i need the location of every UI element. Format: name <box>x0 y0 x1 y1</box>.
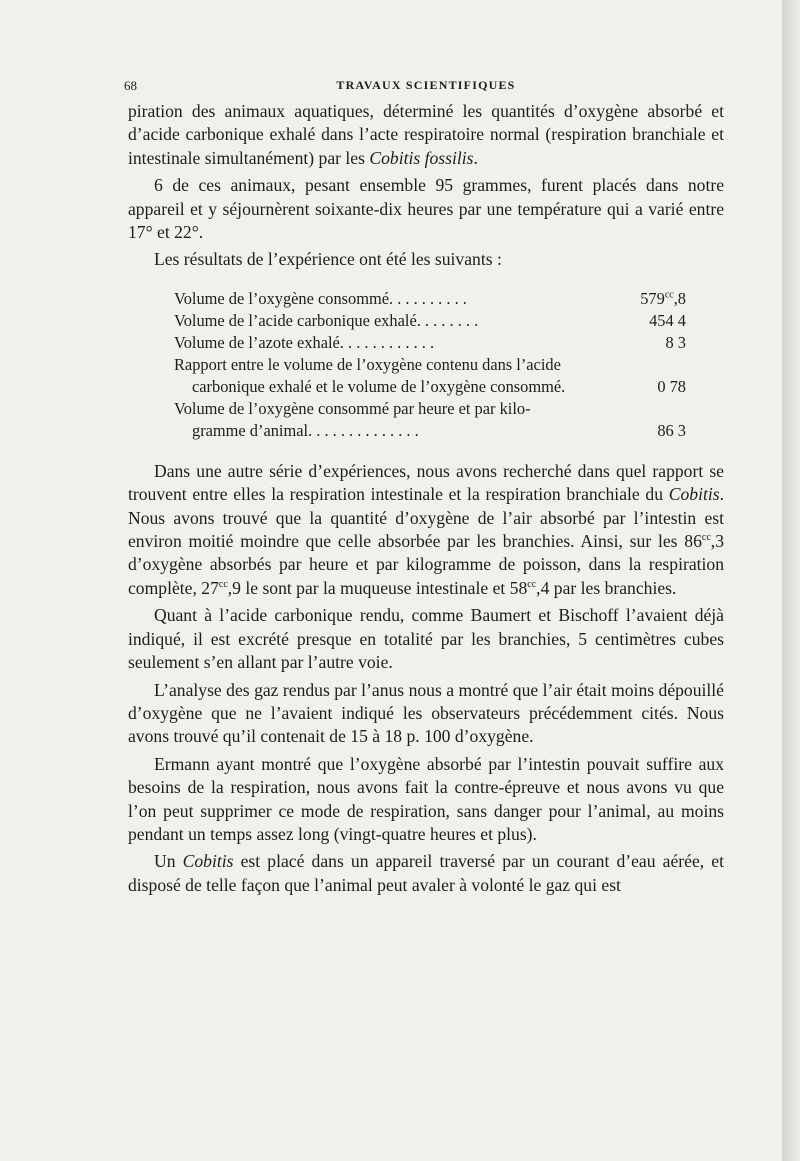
paragraph: Ermann ayant montré que l’oxygène absorbé par l’intestin pouvait suffire aux besoins de la respiration, nous avons fait la contre-épreuve et nous avons vu que l’on peut supprimer ce mode de respiration, sans danger pour l’animal, au moins pendant un temps assez long (vingt-quatre heures et plus). <box>128 753 724 844</box>
result-row <box>174 376 686 398</box>
paragraph: Les résultats de l’expérience ont été les suivants : <box>154 249 502 270</box>
page-content <box>124 72 724 901</box>
result-label: Volume de l’oxygène consommé par heure et par kilo- <box>174 398 531 418</box>
result-row <box>174 310 686 332</box>
result-label: Volume de l’azote exhalé. . . . . . . . . . . . <box>174 332 435 352</box>
result-value: 86 3 <box>657 420 686 440</box>
page-header <box>124 72 724 98</box>
page-number: 68 <box>124 78 137 93</box>
result-value: $579^{cc},8$ <box>640 288 686 308</box>
result-label: Rapport entre le volume de l’oxygène contenu dans l’acide <box>174 354 561 374</box>
result-label: Volume de l’oxygène consommé. . . . . . . . . . <box>174 288 467 308</box>
result-value: 454 4 <box>649 310 686 330</box>
result-label: gramme d’animal. . . . . . . . . . . . . . <box>192 420 419 440</box>
result-value: 0 78 <box>657 376 686 396</box>
result-row <box>174 332 686 354</box>
paragraph: 6 de ces animaux, pesant ensemble 95 grammes, furent placés dans notre appareil et y séjournèrent soixante-dix heures par une température qui a varié entre 17° et 22°. <box>128 175 724 243</box>
result-label: carbonique exhalé et le volume de l’oxygène consommé. <box>192 376 566 396</box>
paragraph: Quant à l’acide carbonique rendu, comme Baumert et Bischoff l’avaient déjà indiqué, il est excrété presque en totalité par les branchies, 5 centimètres cubes seulement s’en allant par l’autre voie. <box>128 605 724 673</box>
paragraph: piration des animaux aquatiques, déterminé les quantités d’oxygène absorbé et d’acide carbonique exhalé dans l’acte respiratoire normal (respiration branchiale et intestinale simultanément) par les Cobitis fossilis. <box>128 101 724 168</box>
result-row <box>174 354 686 376</box>
page-edge <box>782 0 800 1161</box>
result-value: 8 3 <box>665 332 686 352</box>
paragraph: L’analyse des gaz rendus par l’anus nous a montré que l’air était moins dépouillé d’oxygène que ne l’avaient indiqué les observateurs précédemment cités. Nous avons trouvé qu’il contenait de 15 à 18 p. 100 d’oxygène. <box>128 679 724 747</box>
paragraph: Dans une autre série d’expériences, nous avons recherché dans quel rapport se trouvent entre elles la respiration intestinale et la respiration branchiale du Cobitis. Nous avons trouvé que la quantité d’oxygène de l’air absorbé par l’intestin est environ moitié moindre que celle absorbée par les branchies. Ainsi, sur les $86^{cc},3$ d’oxygène absorbés par heure et par kilogramme de poisson, dans la respiration complète, $27^{cc},9$ le sont par la muqueuse intestinale et $58^{cc},4$ par les branchies. <box>128 460 724 598</box>
running-head: TRAVAUX SCIENTIFIQUES <box>336 78 516 92</box>
result-row <box>174 398 686 420</box>
paragraph: Un Cobitis est placé dans un appareil traversé par un courant d’eau aérée, et disposé de telle façon que l’animal peut avaler à volonté le gaz qui est <box>128 851 724 895</box>
result-row <box>174 288 686 310</box>
results-table <box>174 288 686 442</box>
result-row <box>174 420 686 442</box>
result-label: Volume de l’acide carbonique exhalé. . . . . . . . <box>174 310 479 330</box>
